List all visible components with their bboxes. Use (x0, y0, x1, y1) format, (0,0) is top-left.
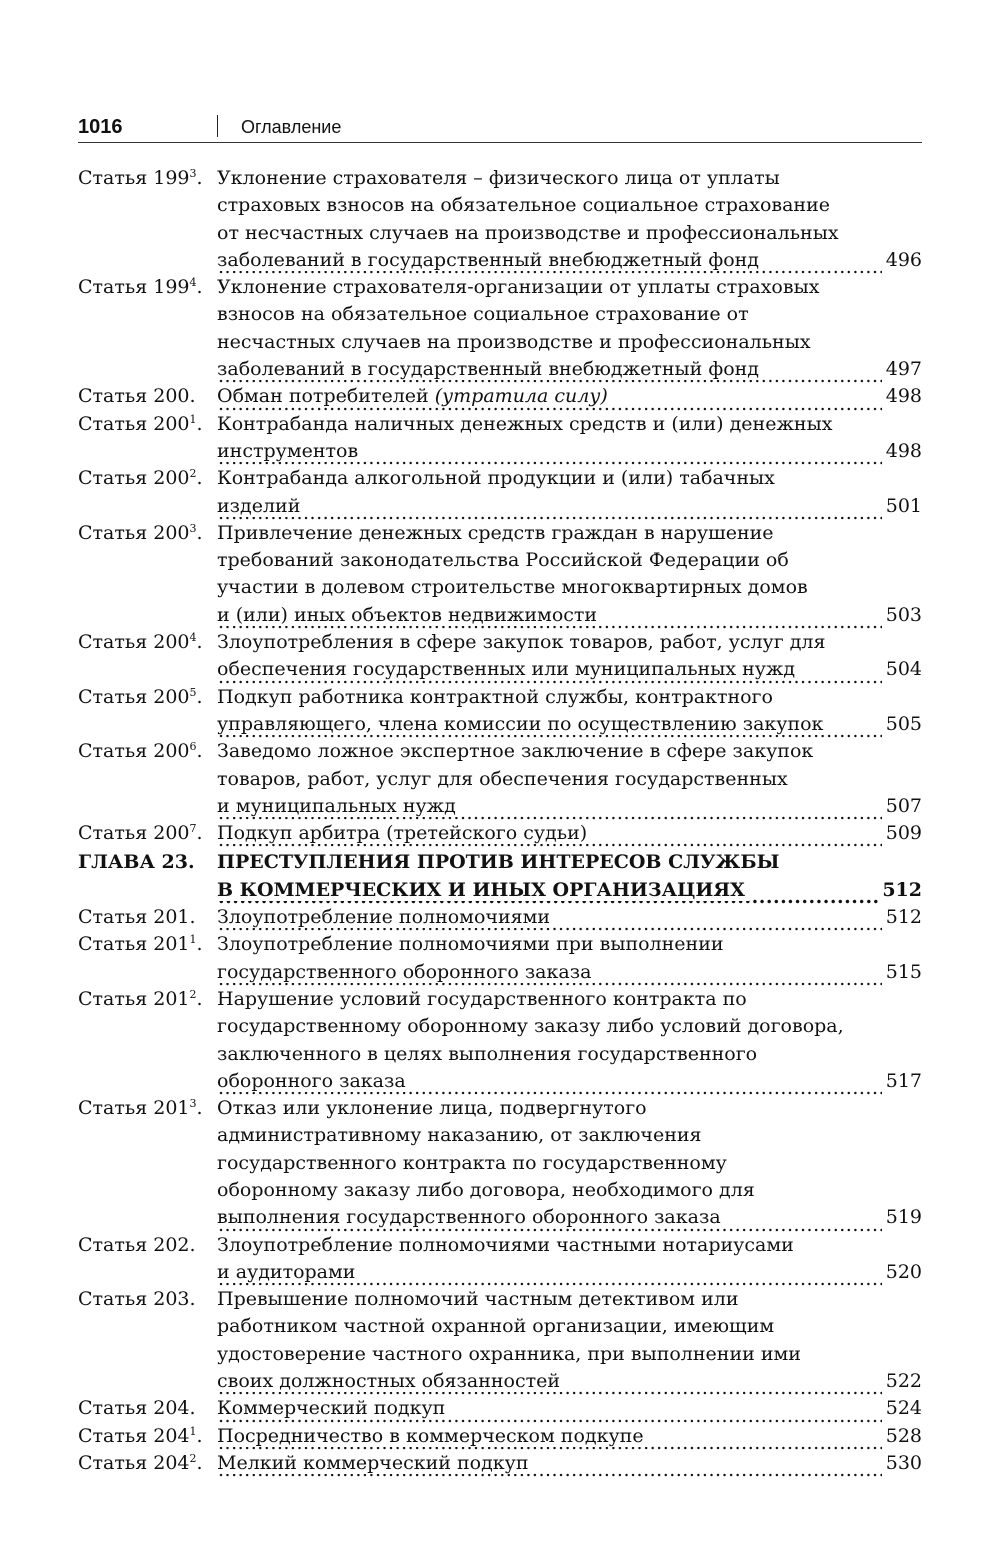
entry-label-superscript: 3 (189, 521, 197, 535)
entry-label-suffix: . (196, 933, 203, 956)
entry-title-text: требований законодательства Российской Федерации об (217, 549, 789, 572)
running-header (78, 112, 922, 143)
entry-label-suffix: . (196, 987, 203, 1010)
entry-label-suffix: . (196, 276, 203, 299)
toc-entry (78, 738, 922, 820)
entry-title-text: работником частной охранной организации, имеющим (217, 1315, 775, 1338)
entry-title (217, 1095, 922, 1231)
entry-label-text: Статья 200 (78, 467, 190, 490)
entry-label (78, 1423, 203, 1450)
entry-label-text: Статья 201 (78, 987, 190, 1010)
entry-title-line (217, 274, 922, 301)
toc-entry (78, 931, 922, 986)
entry-label-suffix: . (196, 1097, 203, 1120)
entry-title-last-line (217, 959, 922, 986)
entry-label-superscript: 6 (189, 740, 197, 754)
entry-label-text: Статья 202. (78, 1233, 196, 1256)
entry-title-text: Контрабанда алкогольной продукции и (или) табачных (217, 467, 775, 490)
entry-title-last-line (217, 1204, 922, 1231)
entry-title-last-line (217, 1423, 922, 1450)
entry-title (217, 274, 922, 383)
entry-title-text: несчастных случаев на производстве и профессиональных (217, 330, 811, 353)
entry-title (217, 411, 922, 466)
entry-label-suffix: . (196, 822, 203, 845)
entry-title-line (217, 684, 922, 711)
entry-title-text: обеспечения государственных или муниципальных нужд (217, 658, 799, 680)
entry-title (217, 465, 922, 520)
entry-title (217, 1232, 922, 1287)
entry-title-text: участии в долевом строительстве многоквартирных домов (217, 576, 808, 599)
toc-entry (78, 1095, 922, 1231)
entry-title-last-line (217, 793, 922, 820)
entry-title-line (217, 738, 922, 765)
entry-label-suffix: . (196, 685, 203, 708)
entry-title-text: и (или) иных объектов недвижимости (217, 604, 601, 626)
entry-label-text: Статья 200 (78, 685, 190, 708)
entry-title-text: страховых взносов на обязательное социальное страхование (217, 194, 830, 217)
entry-label-superscript: 2 (189, 1451, 197, 1465)
entry-label-text: Статья 204 (78, 1424, 190, 1447)
entry-title-line (217, 849, 922, 876)
entry-label-suffix: . (196, 1451, 203, 1474)
entry-title-text: оборонному заказу либо договора, необходимого для (217, 1178, 755, 1201)
entry-title-text: и муниципальных нужд (217, 795, 460, 817)
entry-title-line (217, 1313, 922, 1340)
entry-title-line (217, 192, 922, 219)
entry-title-text: своих должностных обязанностей (217, 1370, 564, 1392)
entry-title (217, 820, 922, 847)
entry-title-line (217, 1150, 922, 1177)
entry-title-text: административному наказанию, от заключения (217, 1124, 702, 1147)
entry-label-superscript: 2 (189, 987, 197, 1001)
entry-label-suffix: . (196, 521, 203, 544)
entry-label-superscript: 7 (189, 822, 197, 836)
entry-title-text: государственного контракта по государственному (217, 1151, 727, 1174)
entry-label-text: Статья 200 (78, 521, 190, 544)
entry-title (217, 1395, 922, 1422)
entry-label-superscript: 5 (189, 685, 197, 699)
toc-entry (78, 684, 922, 739)
entry-title-line (217, 931, 922, 958)
entry-title-line (217, 1177, 922, 1204)
entry-page-number: 505 (882, 711, 922, 738)
toc-entry (78, 1423, 922, 1450)
entry-title-line (217, 629, 922, 656)
entry-page-number: 512 (878, 877, 922, 904)
entry-page-number: 530 (882, 1450, 922, 1477)
entry-label-superscript: 3 (189, 1097, 197, 1111)
entry-label (78, 986, 203, 1013)
header-divider (217, 115, 218, 137)
toc-entry (78, 274, 922, 383)
entry-label-text: Статья 200 (78, 412, 190, 435)
toc-entry (78, 1395, 922, 1422)
entry-label-text: Статья 201 (78, 1097, 190, 1120)
entry-title-text: товаров, работ, услуг для обеспечения государственных (217, 767, 788, 790)
entry-label (78, 629, 203, 656)
entry-title-text: Подкуп работника контрактной службы, контрактного (217, 685, 773, 708)
entry-title-line (217, 465, 922, 492)
running-title: Оглавление (241, 117, 342, 137)
toc-entry (78, 165, 922, 274)
entry-title (217, 738, 922, 820)
entry-title (217, 629, 922, 684)
entry-label-text: Статья 203. (78, 1288, 196, 1311)
entry-title-text: удостоверение частного охранника, при выполнении ими (217, 1342, 801, 1365)
entry-label (78, 1395, 196, 1422)
entry-title (217, 986, 922, 1095)
entry-title-text: взносов на обязательное социальное страхование от (217, 303, 749, 326)
entry-label (78, 1286, 196, 1313)
entry-page-number: 497 (882, 356, 922, 383)
entry-title-text: изделий (217, 495, 304, 517)
entry-title-last-line (217, 1068, 922, 1095)
entry-title (217, 931, 922, 986)
entry-title-text: Привлечение денежных средств граждан в нарушение (217, 521, 774, 544)
entry-title-last-line (217, 493, 922, 520)
entry-title-text: заключенного в целях выполнения государственного (217, 1042, 758, 1065)
entry-title-text: Посредничество в коммерческом подкупе (217, 1425, 648, 1447)
entry-title-line (217, 1095, 922, 1122)
entry-title-line (217, 1041, 922, 1068)
entry-title-text: В КОММЕРЧЕСКИХ И ИНЫХ ОРГАНИЗАЦИЯХ (217, 879, 749, 901)
entry-label-suffix: . (196, 631, 203, 654)
entry-page-number: 528 (882, 1423, 922, 1450)
entry-title-text: заболеваний в государственный внебюджетный фонд (217, 358, 763, 380)
toc-entry (78, 629, 922, 684)
entry-page-number: 520 (882, 1259, 922, 1286)
entry-title-text: Подкуп арбитра (третейского судьи) (217, 822, 591, 844)
entry-title-text: управляющего, члена комиссии по осуществлению закупок (217, 713, 827, 735)
entry-label (78, 274, 203, 301)
entry-title-line (217, 766, 922, 793)
entry-label (78, 411, 203, 438)
entry-title-line (217, 1013, 922, 1040)
entry-title-text: Нарушение условий государственного контракта по (217, 987, 747, 1010)
entry-label (78, 1450, 203, 1477)
entry-page-number: 496 (882, 247, 922, 274)
entry-title-text: ПРЕСТУПЛЕНИЯ ПРОТИВ ИНТЕРЕСОВ СЛУЖБЫ (217, 851, 780, 874)
entry-page-number: 515 (882, 959, 922, 986)
entry-label-text: Статья 201 (78, 933, 190, 956)
entry-page-number: 517 (882, 1068, 922, 1095)
entry-title-last-line (217, 602, 922, 629)
entry-page-number: 501 (882, 493, 922, 520)
entry-label (78, 904, 196, 931)
entry-title (217, 1286, 922, 1395)
entry-label (78, 165, 203, 192)
entry-page-number: 507 (882, 793, 922, 820)
entry-title-last-line (217, 711, 922, 738)
entry-label (78, 383, 196, 410)
entry-title-line (217, 165, 922, 192)
entry-label-text: Статья 201. (78, 906, 196, 929)
entry-title-text: от несчастных случаев на производстве и профессиональных (217, 221, 839, 244)
entry-title-text: Уклонение страхователя – физического лица от уплаты (217, 167, 780, 189)
entry-title-line (217, 1341, 922, 1368)
entry-label-suffix: . (196, 740, 203, 763)
entry-title-text: Превышение полномочий частным детективом или (217, 1288, 739, 1311)
entry-label-suffix: . (196, 1424, 203, 1447)
entry-label (78, 820, 203, 847)
table-of-contents (78, 165, 922, 1477)
toc-chapter (78, 849, 922, 904)
entry-title-text: Мелкий коммерческий подкуп (217, 1452, 533, 1474)
entry-title-line (217, 220, 922, 247)
entry-title (217, 1450, 922, 1477)
page-number: 1016 (78, 116, 123, 138)
entry-label (78, 849, 195, 876)
entry-title-text: Злоупотребление полномочиями (217, 906, 554, 928)
entry-label-text: Статья 200 (78, 740, 190, 763)
entry-title-text-group (217, 385, 612, 407)
entry-title-text: Отказ или уклонение лица, подвергнутого (217, 1097, 647, 1120)
entry-title-text: Злоупотребление полномочиями частными нотариусами (217, 1233, 794, 1256)
entry-title-last-line (217, 1259, 922, 1286)
entry-title-note: (утратила силу) (434, 385, 608, 408)
entry-label (78, 684, 203, 711)
entry-title-text: Заведомо ложное экспертное заключение в сфере закупок (217, 740, 814, 763)
entry-title-last-line (217, 438, 922, 465)
entry-title-line (217, 1286, 922, 1313)
entry-title-line (217, 329, 922, 356)
entry-label-superscript: 3 (189, 167, 197, 180)
entry-label-suffix: . (196, 412, 203, 435)
toc-entry (78, 1286, 922, 1395)
entry-title (217, 849, 922, 904)
entry-title-line (217, 520, 922, 547)
entry-label-text: Статья 204. (78, 1397, 196, 1420)
entry-label-text: Статья 204 (78, 1451, 190, 1474)
entry-label-text: Статья 200. (78, 385, 196, 408)
entry-label-superscript: 1 (189, 412, 197, 426)
entry-page-number: 498 (882, 438, 922, 465)
entry-title-last-line (217, 656, 922, 683)
entry-title-last-line (217, 383, 922, 410)
entry-label-superscript: 1 (189, 933, 197, 947)
entry-title-text: выполнения государственного оборонного заказа (217, 1206, 725, 1228)
entry-title-last-line (217, 1450, 922, 1477)
entry-title-text: оборонного заказа (217, 1070, 410, 1092)
toc-entry (78, 904, 922, 931)
entry-title-text: Контрабанда наличных денежных средств и (или) денежных (217, 412, 833, 435)
entry-title (217, 1423, 922, 1450)
entry-label-suffix: . (196, 467, 203, 490)
entry-label-text: Статья 199 (78, 167, 190, 189)
entry-title-last-line (217, 820, 922, 847)
entry-title-last-line (217, 877, 922, 904)
entry-title-last-line (217, 1368, 922, 1395)
entry-title-line (217, 986, 922, 1013)
entry-title (217, 684, 922, 739)
toc-entry (78, 1450, 922, 1477)
toc-entry (78, 986, 922, 1095)
entry-page-number: 498 (882, 383, 922, 410)
entry-title (217, 520, 922, 629)
entry-title-text: Коммерческий подкуп (217, 1397, 449, 1419)
entry-title-text: государственного оборонного заказа (217, 961, 595, 983)
entry-title-last-line (217, 904, 922, 931)
entry-label-text: ГЛАВА 23. (78, 851, 195, 874)
entry-title-line (217, 301, 922, 328)
entry-title-text: и аудиторами (217, 1261, 359, 1283)
entry-label-text: Статья 199 (78, 276, 190, 299)
entry-title-text: заболеваний в государственный внебюджетный фонд (217, 249, 763, 271)
entry-page-number: 519 (882, 1204, 922, 1231)
entry-label-text: Статья 200 (78, 631, 190, 654)
toc-entry (78, 820, 922, 847)
entry-title-last-line (217, 1395, 922, 1422)
entry-title-text: Уклонение страхователя-организации от уплаты страховых (217, 276, 820, 299)
entry-page-number: 504 (882, 656, 922, 683)
toc-entry (78, 383, 922, 410)
entry-page-number: 512 (882, 904, 922, 931)
entry-title-text: государственному оборонному заказу либо условий договора, (217, 1015, 844, 1038)
entry-title-text: Злоупотребления в сфере закупок товаров, работ, услуг для (217, 631, 826, 654)
entry-page-number: 509 (882, 820, 922, 847)
entry-title-text: Злоупотребление полномочиями при выполнении (217, 933, 724, 956)
entry-label (78, 1232, 196, 1259)
entry-title-line (217, 574, 922, 601)
entry-title-text: Обман потребителей (217, 385, 429, 408)
entry-label-superscript: 2 (189, 467, 197, 481)
entry-page-number: 524 (882, 1395, 922, 1422)
entry-title-line (217, 547, 922, 574)
entry-title (217, 904, 922, 931)
entry-title-last-line (217, 356, 922, 383)
toc-entry (78, 411, 922, 466)
entry-title-text: инструментов (217, 440, 362, 462)
entry-label-superscript: 1 (189, 1424, 197, 1438)
entry-page-number: 503 (882, 602, 922, 629)
entry-label (78, 738, 203, 765)
entry-label-superscript: 4 (189, 276, 197, 290)
toc-entry (78, 465, 922, 520)
entry-label (78, 1095, 203, 1122)
toc-entry (78, 1232, 922, 1287)
entry-label (78, 465, 203, 492)
entry-page-number: 522 (882, 1368, 922, 1395)
toc-entry (78, 520, 922, 629)
entry-title-line (217, 411, 922, 438)
entry-label (78, 931, 203, 958)
entry-label-superscript: 4 (189, 631, 197, 645)
entry-title (217, 165, 922, 274)
entry-title-line (217, 1232, 922, 1259)
entry-title-line (217, 1122, 922, 1149)
entry-label (78, 520, 203, 547)
entry-label-text: Статья 200 (78, 822, 190, 845)
entry-title (217, 383, 922, 410)
entry-title-last-line (217, 247, 922, 274)
entry-label-suffix: . (196, 167, 203, 189)
